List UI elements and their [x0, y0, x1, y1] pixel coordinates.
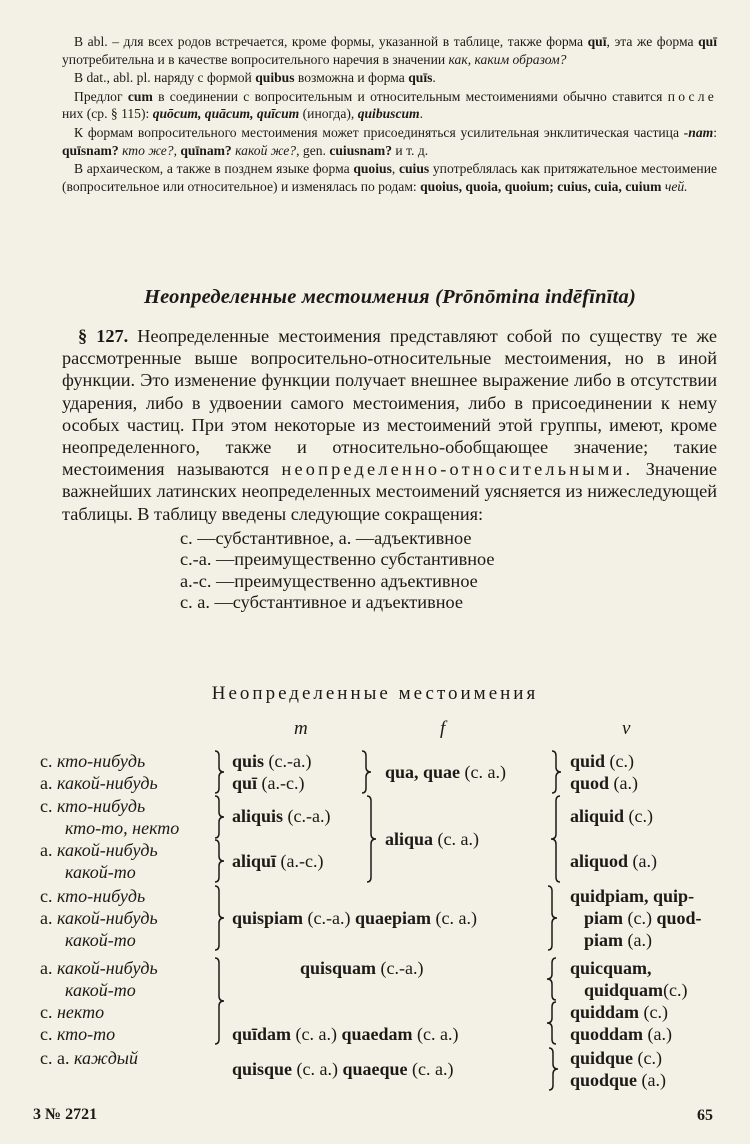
abbreviation-tag: с.	[40, 1024, 57, 1044]
meaning-cell	[40, 907, 158, 929]
latin-term: aliqua	[385, 829, 434, 849]
abbreviation-item: с. а. —субстантивное и адъективное	[180, 592, 463, 613]
latin-term: quōcum, quācum, quīcum	[152, 106, 300, 122]
printer-signature: 3 № 2721	[33, 1106, 98, 1123]
latin-term: quīsnam?	[62, 142, 119, 158]
latin-term: quidpiam, quip-	[570, 886, 695, 906]
italic-text: чей.	[661, 178, 688, 194]
italic-text: какой же?	[231, 142, 297, 158]
abbreviation-item: а.-с. —преимущественно адъективное	[180, 570, 478, 591]
meaning-text: какой-нибудь	[57, 840, 158, 860]
text-run: них (ср. § 115):	[62, 106, 153, 122]
text-run: (с.)	[639, 1002, 669, 1022]
abbreviation-tag: с.	[40, 886, 57, 906]
text-run: (а.-с.)	[276, 851, 324, 871]
text-run: .	[419, 106, 424, 122]
text-run: В dat., abl. pl. наряду с формой	[74, 70, 256, 86]
meaning-text: кто-нибудь	[57, 796, 146, 816]
neuter-form	[570, 1001, 668, 1023]
text-run: , gen.	[296, 142, 330, 158]
meaning-text: каждый	[73, 1048, 138, 1068]
text-run: (с. а.)	[407, 1059, 454, 1079]
text-run: (с.-а.)	[303, 908, 356, 928]
latin-term: quidque	[570, 1048, 634, 1068]
text-run: (а.)	[623, 930, 652, 950]
closing-brace	[213, 885, 225, 951]
neuter-form	[584, 907, 702, 929]
latin-term: quibuscum	[357, 106, 420, 122]
masculine-form	[232, 750, 312, 772]
masculine-feminine-forms	[232, 1058, 454, 1080]
meaning-text: какой-нибудь	[57, 958, 158, 978]
masculine-form	[232, 805, 331, 827]
text-run: употребительна и в качестве вопросительного наречия в значении	[62, 51, 449, 67]
meaning-cell	[40, 957, 158, 979]
neuter-form	[570, 885, 694, 907]
latin-term: quiddam	[570, 1002, 640, 1022]
latin-term: quoius, quoia, quoium; cuius, cuia, cuium	[420, 178, 662, 194]
abbreviation-tag: с.	[40, 796, 57, 816]
meaning-text: какой-то	[65, 862, 136, 882]
text-run: (с. а.)	[291, 1024, 342, 1044]
opening-brace	[550, 795, 562, 883]
abbreviation-tag: а.	[40, 840, 57, 860]
closing-brace	[546, 885, 558, 951]
latin-term: quaepiam	[355, 908, 432, 928]
meaning-text: кто-нибудь	[57, 751, 146, 771]
abbreviation-tag: с. а.	[40, 1048, 74, 1068]
abbreviation-item: с. —субстантивное, а. —адъективное	[180, 527, 472, 548]
text-run: (с. а.)	[412, 1024, 459, 1044]
text-run: Значение важнейших латинских неопределенных местоимений уясняется из нижеследующей таблицы. В таблицу введены следующие сокращения:	[62, 459, 718, 524]
opening-brace	[546, 1001, 558, 1045]
italic-text: как, каким образом?	[448, 51, 567, 67]
latin-term: aliquis	[232, 806, 284, 826]
closing-brace	[213, 750, 225, 794]
closing-brace	[213, 795, 225, 839]
closing-brace	[213, 839, 225, 883]
closing-brace	[547, 1047, 559, 1091]
feminine-form	[385, 761, 506, 783]
neuter-form	[570, 805, 653, 827]
text-run: (с.-а.)	[283, 806, 331, 826]
text-run: , эта же форма	[606, 34, 699, 49]
column-header-feminine: f	[440, 718, 446, 739]
text-run: ногда),	[314, 106, 358, 122]
neuter-form	[570, 1023, 672, 1045]
latin-term: quisquam	[300, 958, 377, 978]
latin-term: cuius	[398, 161, 430, 177]
text-run: В abl.	[74, 34, 113, 49]
text-run: (а.)	[628, 851, 658, 871]
latin-term: quīnam?	[180, 142, 232, 158]
meaning-text: кто-нибудь	[57, 886, 146, 906]
meaning-text: какой-нибудь	[57, 908, 158, 928]
abbreviation-tag: а.	[40, 773, 57, 793]
abbreviation-item: с.-а. —преимущественно субстантивное	[180, 549, 495, 570]
neuter-form	[570, 957, 652, 979]
masculine-form	[232, 850, 324, 872]
meaning-cell	[40, 1001, 104, 1023]
neuter-form	[570, 772, 638, 794]
text-run: (с. а.)	[431, 908, 478, 928]
neuter-form	[570, 1069, 666, 1091]
meaning-cell	[40, 979, 136, 1001]
latin-term: § 127.	[78, 326, 129, 346]
text-run: (с.)	[624, 806, 654, 826]
section-heading: Неопределенные местоимения (Prōnōmina indēfīnīta)	[143, 286, 637, 308]
latin-term: quīs	[408, 70, 433, 86]
meaning-cell	[40, 795, 145, 817]
latin-term: quīdam	[232, 1024, 292, 1044]
column-header-masculine: m	[294, 718, 308, 739]
meaning-cell	[40, 861, 136, 883]
text-run: (с.)	[623, 908, 657, 928]
opening-brace	[546, 957, 558, 1001]
closing-brace	[550, 750, 562, 794]
text-run: (с. а.)	[433, 829, 479, 849]
feminine-form	[385, 828, 479, 850]
meaning-text: какой-то	[65, 980, 136, 1000]
latin-term: quoius	[353, 161, 392, 177]
meaning-text: кто-то, некто	[65, 818, 180, 838]
text-run: (а.-с.)	[257, 773, 305, 793]
neuter-form	[570, 1047, 662, 1069]
abbreviation-tag: с.	[40, 751, 57, 771]
text-run: неопределенно-относительными.	[281, 459, 634, 480]
text-run: :	[713, 124, 717, 140]
text-run: употреблялась как притяжательное местоимение (вопросительное или относительное) и изменялась по родам:	[62, 161, 717, 194]
text-run: в соединении с вопросительным и относительным местоимениями обычно ставится	[152, 88, 668, 104]
column-header-neuter: v	[622, 718, 631, 739]
masculine-form	[300, 957, 424, 979]
latin-term: quī	[698, 34, 717, 49]
latin-term: qua, quae	[385, 762, 461, 782]
meaning-cell	[40, 839, 158, 861]
page-number: 65	[697, 1107, 713, 1124]
latin-term: quodque	[570, 1070, 638, 1090]
neuter-form	[570, 850, 657, 872]
closing-brace	[360, 750, 372, 794]
latin-term: -nam	[683, 124, 714, 140]
latin-term: quisque	[232, 1059, 293, 1079]
meaning-text: какой-то	[65, 930, 136, 950]
meaning-cell	[40, 929, 136, 951]
text-run: Предлог	[74, 88, 128, 104]
latin-term: aliquod	[570, 851, 629, 871]
latin-term: quaedam	[341, 1024, 413, 1044]
meaning-cell	[40, 772, 158, 794]
text-run: Неопределенные местоимения представляют собой по существу те же рассмотренные выше вопросительно-относительные местоимения, но в иной функции. Это изменение функции получает внешнее выражение либо в отсутствии ударения, либо в удвоении самого местоимения, либо в присоединении к нему особых частиц. При этом некоторые из местоимений этой группы, имеют, кроме неопределенного, также и относительно-обобщающее значение; такие местоимения называются	[62, 326, 717, 480]
latin-term: quod-	[656, 908, 702, 928]
latin-term: quid	[570, 751, 606, 771]
text-run: К формам вопросительного местоимения может присоединяться усилительная энклитическая частица	[74, 124, 684, 140]
abbreviation-tag: а.	[40, 908, 57, 928]
neuter-form	[570, 750, 634, 772]
text-run: (с.)	[605, 751, 635, 771]
latin-term: cum	[127, 88, 153, 104]
meaning-cell	[40, 885, 145, 907]
text-run: (с.-а.)	[264, 751, 312, 771]
text-run: (а.)	[609, 773, 639, 793]
text-run: после	[667, 88, 717, 104]
latin-term: aliquid	[570, 806, 625, 826]
latin-term: quī	[232, 773, 258, 793]
text-run: и т. д.	[392, 142, 429, 158]
text-run: .	[432, 70, 436, 86]
latin-term: piam	[584, 908, 624, 928]
meaning-cell	[40, 1023, 115, 1045]
meaning-text: некто	[57, 1002, 105, 1022]
text-run: (с. а.)	[292, 1059, 343, 1079]
text-run: ,	[391, 161, 399, 177]
text-run: В архаическом, а также в позднем языке форма	[74, 161, 354, 177]
meaning-cell	[40, 1047, 138, 1069]
text-run: (а.)	[643, 1024, 673, 1044]
text-run: (с. а.)	[460, 762, 507, 782]
masculine-feminine-forms	[232, 1023, 458, 1045]
latin-term: piam	[584, 930, 624, 950]
text-run: (с.-а.)	[376, 958, 424, 978]
latin-term: quoddam	[570, 1024, 644, 1044]
text-run: – для всех родов встречается, кроме формы, указанной в таблице, также форма	[112, 34, 588, 49]
abbreviation-tag: с.	[40, 1002, 57, 1022]
meaning-cell	[40, 817, 179, 839]
latin-term: quis	[232, 751, 265, 771]
text-run: (а.)	[637, 1070, 667, 1090]
text-run: (с.)	[663, 980, 688, 1000]
meaning-cell	[40, 750, 145, 772]
closing-brace	[213, 957, 225, 1045]
latin-term: quibus	[255, 70, 295, 86]
closing-brace	[365, 795, 377, 883]
text-run: (и	[299, 106, 315, 122]
abbreviation-tag: а.	[40, 958, 57, 978]
text-run: ,	[173, 142, 181, 158]
neuter-form	[584, 929, 652, 951]
meaning-text: кто-то	[57, 1024, 116, 1044]
latin-term: quaeque	[342, 1059, 408, 1079]
latin-term: quicquam,	[570, 958, 652, 978]
meaning-text: какой-нибудь	[57, 773, 158, 793]
latin-term: quispiam	[232, 908, 304, 928]
table-title: Неопределенные местоимения	[211, 683, 539, 704]
neuter-form	[584, 979, 688, 1001]
latin-term: cuiusnam?	[329, 142, 393, 158]
latin-term: quod	[570, 773, 610, 793]
masculine-form	[232, 772, 305, 794]
masculine-feminine-forms	[232, 907, 477, 929]
latin-term: quidquam	[584, 980, 664, 1000]
text-run: возможна и форма	[294, 70, 409, 86]
italic-text: кто же?	[118, 142, 174, 158]
latin-term: quī	[587, 34, 607, 49]
latin-term: aliquī	[232, 851, 277, 871]
text-run: (с.)	[633, 1048, 663, 1068]
